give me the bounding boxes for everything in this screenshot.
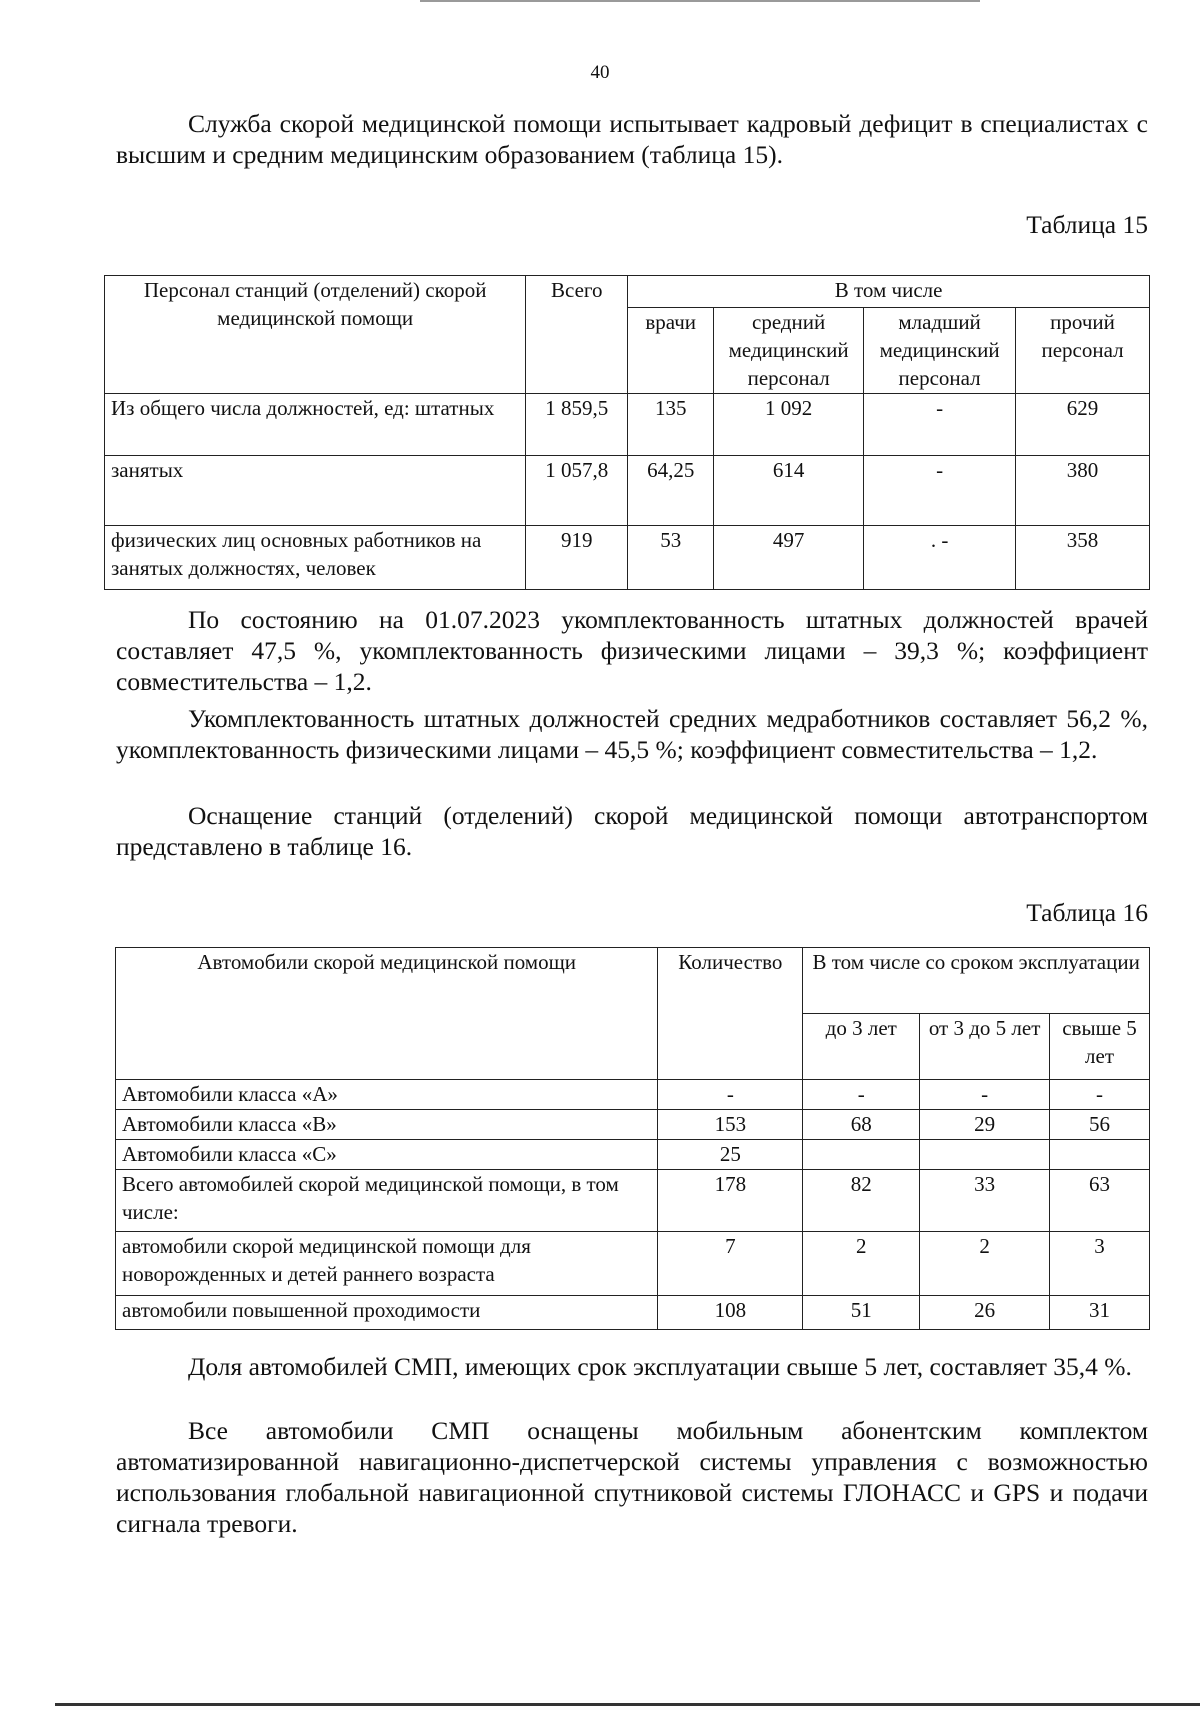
table15-cell-other: 380 xyxy=(1016,456,1150,526)
table16-header-row-1 xyxy=(116,948,1150,1014)
table16-header-from-3-to-5: от 3 до 5 лет xyxy=(920,1014,1050,1080)
table16-cell-over-5: - xyxy=(1050,1080,1150,1110)
table15-cell-junior: - xyxy=(864,456,1016,526)
table16-row-label: Автомобили класса «В» xyxy=(116,1110,658,1140)
table15-row-label: физических лиц основных работников на занятых должностях, человек xyxy=(105,526,526,590)
table-row xyxy=(116,1296,1150,1330)
table16-cell-from-3-to-5 xyxy=(920,1140,1050,1170)
scan-artifact-bottom xyxy=(55,1703,1200,1706)
table16-cell-quantity: 7 xyxy=(658,1232,803,1296)
table16-cell-from-3-to-5: 26 xyxy=(920,1296,1050,1330)
page-number: 40 xyxy=(590,62,610,83)
table15-cell-doctors: 53 xyxy=(628,526,714,590)
table-row xyxy=(105,456,1150,526)
table16-cell-over-5: 31 xyxy=(1050,1296,1150,1330)
paragraph-middle-staffing: Укомплектованность штатных должностей средних медработников составляет 56,2 %, укомплектованность физическими лицами – 45,5 %; коэффициент совместительства – 1,2. xyxy=(116,704,1148,764)
table15-header-other: прочий персонал xyxy=(1016,308,1150,394)
table15-cell-junior: - xyxy=(864,394,1016,456)
table16-cell-quantity: 108 xyxy=(658,1296,803,1330)
table16-cell-quantity: 178 xyxy=(658,1170,803,1232)
table15-cell-other: 629 xyxy=(1016,394,1150,456)
table15-cell-middle: 1 092 xyxy=(714,394,864,456)
table16-header-over-5: свыше 5 лет xyxy=(1050,1014,1150,1080)
scan-artifact-top xyxy=(420,0,980,2)
table15-header-including: В том числе xyxy=(628,276,1150,308)
table15-cell-total: 1 859,5 xyxy=(526,394,628,456)
table15-caption: Таблица 15 xyxy=(1026,210,1148,239)
table16-cell-quantity: - xyxy=(658,1080,803,1110)
table16-header-quantity: Количество xyxy=(658,948,803,1080)
table-15 xyxy=(104,275,1150,590)
table15-cell-doctors: 64,25 xyxy=(628,456,714,526)
paragraph-glonass: Все автомобили СМП оснащены мобильным абонентским комплектом автоматизированной навигационно-диспетчерской системы управления с возможностью использования глобальной навигационной спутниковой системы ГЛОНАСС и GPS и подачи сигнала тревоги. xyxy=(116,1416,1148,1538)
table16-row-label: Всего автомобилей скорой медицинской помощи, в том числе: xyxy=(116,1170,658,1232)
table-row xyxy=(116,1232,1150,1296)
table16-header-up-to-3: до 3 лет xyxy=(803,1014,920,1080)
table15-row-label: Из общего числа должностей, ед: штатных xyxy=(105,394,526,456)
paragraph-vehicle-share: Доля автомобилей СМП, имеющих срок эксплуатации свыше 5 лет, составляет 35,4 %. xyxy=(188,1352,1132,1381)
table-16 xyxy=(115,947,1150,1330)
table16-cell-up-to-3: 82 xyxy=(803,1170,920,1232)
table16-cell-up-to-3 xyxy=(803,1140,920,1170)
table16-cell-over-5: 56 xyxy=(1050,1110,1150,1140)
table16-caption: Таблица 16 xyxy=(1026,898,1148,927)
table15-cell-total: 1 057,8 xyxy=(526,456,628,526)
table-row xyxy=(116,1080,1150,1110)
table15-header-middle: средний медицинский персонал xyxy=(714,308,864,394)
table-row xyxy=(116,1140,1150,1170)
table16-cell-up-to-3: 51 xyxy=(803,1296,920,1330)
table16-cell-quantity: 25 xyxy=(658,1140,803,1170)
table16-cell-over-5 xyxy=(1050,1140,1150,1170)
table16-header-including: В том числе со сроком эксплуатации xyxy=(803,948,1150,1014)
table16-cell-up-to-3: 2 xyxy=(803,1232,920,1296)
table-row xyxy=(116,1170,1150,1232)
table-row xyxy=(105,394,1150,456)
table15-cell-middle: 497 xyxy=(714,526,864,590)
table16-cell-quantity: 153 xyxy=(658,1110,803,1140)
table16-row-label: Автомобили класса «А» xyxy=(116,1080,658,1110)
table16-cell-over-5: 63 xyxy=(1050,1170,1150,1232)
paragraph-doctors-staffing: По состоянию на 01.07.2023 укомплектованность штатных должностей врачей составляет 47,5 %, укомплектованность физическими лицами – 39,3 %; коэффициент совместительства – 1,2. xyxy=(116,605,1148,696)
table-row xyxy=(116,1110,1150,1140)
table16-row-label: Автомобили класса «С» xyxy=(116,1140,658,1170)
table15-cell-other: 358 xyxy=(1016,526,1150,590)
table15-cell-doctors: 135 xyxy=(628,394,714,456)
table16-cell-up-to-3: 68 xyxy=(803,1110,920,1140)
table15-header-row-1 xyxy=(105,276,1150,308)
table-row xyxy=(105,526,1150,590)
table16-cell-up-to-3: - xyxy=(803,1080,920,1110)
table15-cell-middle: 614 xyxy=(714,456,864,526)
table16-cell-from-3-to-5: 29 xyxy=(920,1110,1050,1140)
table15-header-total: Всего xyxy=(526,276,628,394)
table15-header-doctors: врачи xyxy=(628,308,714,394)
table15-cell-junior: . - xyxy=(864,526,1016,590)
table16-cell-from-3-to-5: 33 xyxy=(920,1170,1050,1232)
table16-row-label: автомобили скорой медицинской помощи для новорожденных и детей раннего возраста xyxy=(116,1232,658,1296)
table15-header-personnel: Персонал станций (отделений) скорой медицинской помощи xyxy=(105,276,526,394)
table15-row-label: занятых xyxy=(105,456,526,526)
paragraph-transport: Оснащение станций (отделений) скорой медицинской помощи автотранспортом представлено в таблице 16. xyxy=(116,801,1148,861)
table16-row-label: автомобили повышенной проходимости xyxy=(116,1296,658,1330)
table15-cell-total: 919 xyxy=(526,526,628,590)
table16-cell-from-3-to-5: 2 xyxy=(920,1232,1050,1296)
table16-cell-over-5: 3 xyxy=(1050,1232,1150,1296)
table16-cell-from-3-to-5: - xyxy=(920,1080,1050,1110)
table16-header-vehicles: Автомобили скорой медицинской помощи xyxy=(116,948,658,1080)
table15-header-junior: младший медицинский персонал xyxy=(864,308,1016,394)
intro-paragraph: Служба скорой медицинской помощи испытывает кадровый дефицит в специалистах с высшим и средним медицинским образованием (таблица 15). xyxy=(116,109,1148,169)
